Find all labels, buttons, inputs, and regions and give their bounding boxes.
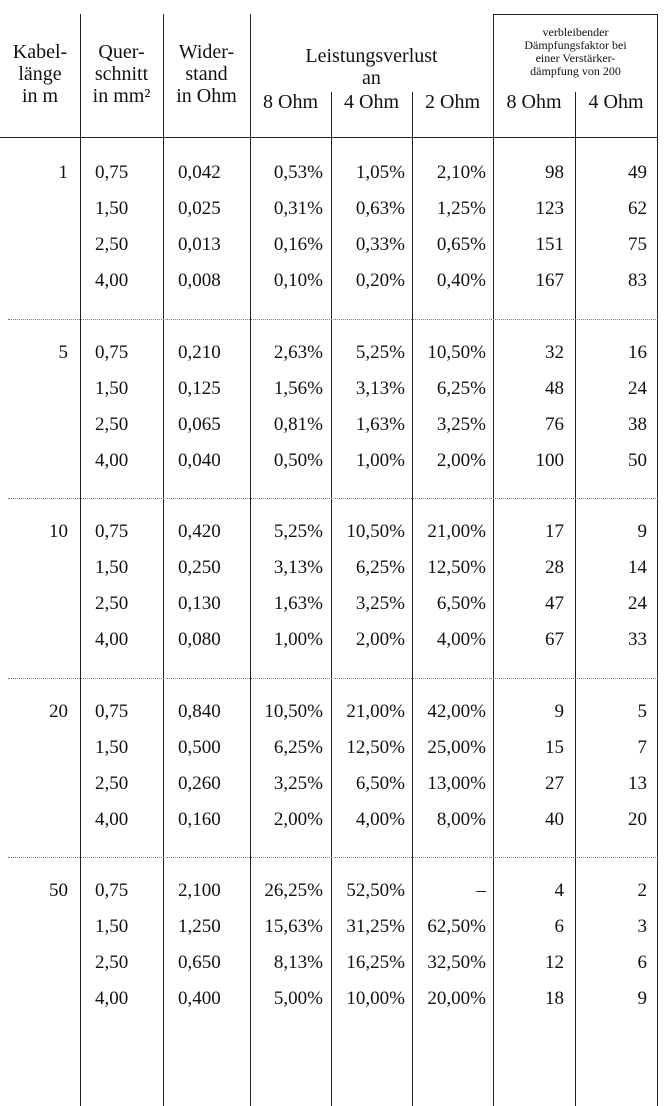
loss-2ohm-cell: 0,65% [436,234,486,255]
damping-4ohm-cell: 7 [637,737,647,758]
loss-2ohm-cell: 3,25% [436,414,486,435]
resistance-cell: 0,013 [178,234,221,255]
cross-section-cell: 0,75 [95,701,129,722]
loss-8ohm-cell: 8,13% [273,952,323,973]
header-loss-title-an: an [362,67,381,89]
damping-8ohm-cell: 100 [535,450,564,471]
damping-8ohm-cell: 28 [545,557,564,578]
header-length-line2: länge [18,63,62,85]
damping-4ohm-cell: 24 [628,593,647,614]
loss-4ohm-cell: 6,25% [355,557,405,578]
cross-section-cell: 0,75 [95,162,129,183]
damping-4ohm-cell: 24 [628,378,647,399]
damping-8ohm-cell: 18 [545,988,564,1009]
group-divider [8,857,658,858]
loss-2ohm-cell: 2,10% [436,162,486,183]
header-resist-line2: stand [185,63,228,85]
loss-2ohm-cell: 6,50% [436,593,486,614]
cable-length-cell: 50 [49,880,68,901]
loss-4ohm-cell: 2,00% [355,629,405,650]
cross-section-cell: 4,00 [95,629,129,650]
loss-8ohm-cell: 1,63% [273,593,323,614]
cross-section-cell: 4,00 [95,988,129,1009]
header-damp-line2: Dämpfungsfaktor bei [524,38,627,52]
header-loss-2ohm: 2 Ohm [425,91,480,113]
damping-4ohm-cell: 5 [637,701,647,722]
loss-4ohm-cell: 5,25% [355,342,405,363]
damping-8ohm-cell: 123 [535,198,564,219]
header-cross-line2: schnitt [94,63,149,85]
loss-2ohm-cell: 6,25% [436,378,486,399]
header-damp-line3: einer Verstärker- [535,51,616,65]
cable-length-cell: 1 [58,162,68,183]
loss-2ohm-cell: 0,40% [436,270,486,291]
loss-4ohm-cell: 0,20% [355,270,405,291]
loss-4ohm-cell: 10,00% [346,988,405,1009]
loss-4ohm-cell: 1,00% [355,450,405,471]
loss-8ohm-cell: 1,00% [273,629,323,650]
resistance-cell: 0,008 [178,270,221,291]
loss-2ohm-cell: 13,00% [427,773,486,794]
resistance-cell: 0,840 [178,701,221,722]
damping-4ohm-cell: 6 [637,952,647,973]
loss-4ohm-cell: 0,33% [355,234,405,255]
cross-section-cell: 0,75 [95,342,129,363]
damping-4ohm-cell: 13 [628,773,647,794]
loss-4ohm-cell: 1,63% [355,414,405,435]
loss-4ohm-cell: 3,13% [355,378,405,399]
cross-section-cell: 4,00 [95,809,129,830]
damping-4ohm-cell: 33 [628,629,647,650]
resistance-cell: 0,042 [178,162,221,183]
loss-8ohm-cell: 3,13% [273,557,323,578]
cable-length-cell: 5 [58,342,68,363]
loss-8ohm-cell: 10,50% [264,701,323,722]
resistance-cell: 1,250 [178,916,221,937]
cross-section-cell: 4,00 [95,270,129,291]
loss-4ohm-cell: 4,00% [355,809,405,830]
header-length-line1: Kabel- [12,41,68,63]
cable-length-cell: 10 [49,521,68,542]
cross-section-cell: 2,50 [95,414,129,435]
resistance-cell: 0,260 [178,773,221,794]
loss-2ohm-cell: 32,50% [427,952,486,973]
loss-4ohm-cell: 52,50% [346,880,405,901]
loss-8ohm-cell: 5,25% [273,521,323,542]
header-top-rule [493,14,658,15]
header-damp-4ohm: 4 Ohm [588,91,644,113]
header-damp-line4: dämpfung von 200 [530,64,621,78]
damping-8ohm-cell: 32 [545,342,564,363]
damping-4ohm-cell: 9 [637,988,647,1009]
damping-4ohm-cell: 20 [628,809,647,830]
cross-section-cell: 2,50 [95,952,129,973]
cross-section-cell: 1,50 [95,737,129,758]
damping-8ohm-cell: 47 [545,593,564,614]
cross-section-cell: 0,75 [95,880,129,901]
col-divider [163,14,164,1106]
damping-8ohm-cell: 17 [545,521,564,542]
loss-4ohm-cell: 6,50% [355,773,405,794]
cross-section-cell: 1,50 [95,557,129,578]
group-divider [8,319,658,320]
loss-2ohm-cell: 12,50% [427,557,486,578]
header-loss-4ohm: 4 Ohm [344,91,399,113]
loss-2ohm-cell: 10,50% [427,342,486,363]
header-loss-8ohm: 8 Ohm [263,91,318,113]
damping-8ohm-cell: 9 [554,701,564,722]
cross-section-cell: 1,50 [95,916,129,937]
loss-8ohm-cell: 2,63% [273,342,323,363]
loss-8ohm-cell: 0,81% [273,414,323,435]
damping-8ohm-cell: 167 [535,270,564,291]
cross-section-cell: 1,50 [95,378,129,399]
loss-4ohm-cell: 10,50% [346,521,405,542]
loss-8ohm-cell: 0,50% [273,450,323,471]
damping-8ohm-cell: 67 [545,629,564,650]
damping-4ohm-cell: 49 [628,162,647,183]
header-damp-line1: verbleibender [542,25,609,39]
resistance-cell: 0,130 [178,593,221,614]
resistance-cell: 2,100 [178,880,221,901]
loss-4ohm-cell: 3,25% [355,593,405,614]
loss-8ohm-cell: 15,63% [264,916,323,937]
header-bottom-rule [0,137,658,138]
loss-2ohm-cell: 8,00% [436,809,486,830]
resistance-cell: 0,065 [178,414,221,435]
loss-8ohm-cell: 3,25% [273,773,323,794]
damping-4ohm-cell: 9 [637,521,647,542]
loss-2ohm-cell: 42,00% [427,701,486,722]
loss-8ohm-cell: 26,25% [264,880,323,901]
resistance-cell: 0,420 [178,521,221,542]
cross-section-cell: 2,50 [95,593,129,614]
loss-4ohm-cell: 31,25% [346,916,405,937]
group-divider [8,678,658,679]
damping-8ohm-cell: 12 [545,952,564,973]
cross-section-cell: 2,50 [95,234,129,255]
loss-8ohm-cell: 1,56% [273,378,323,399]
loss-4ohm-cell: 1,05% [355,162,405,183]
loss-8ohm-cell: 0,31% [273,198,323,219]
resistance-cell: 0,400 [178,988,221,1009]
damping-4ohm-cell: 16 [628,342,647,363]
loss-8ohm-cell: 2,00% [273,809,323,830]
damping-4ohm-cell: 62 [628,198,647,219]
resistance-cell: 0,650 [178,952,221,973]
damping-4ohm-cell: 83 [628,270,647,291]
header-cross-line1: Quer- [98,41,145,63]
resistance-cell: 0,125 [178,378,221,399]
damping-4ohm-cell: 75 [628,234,647,255]
damping-4ohm-cell: 50 [628,450,647,471]
damping-8ohm-cell: 15 [545,737,564,758]
header-loss-title: Leistungsverlust [305,45,438,67]
header-cross-line3: in mm² [92,85,151,107]
loss-8ohm-cell: 6,25% [273,737,323,758]
resistance-cell: 0,040 [178,450,221,471]
header-length-line3: in m [21,85,59,107]
loss-2ohm-cell: 25,00% [427,737,486,758]
loss-4ohm-cell: 21,00% [346,701,405,722]
header-resist-line3: in Ohm [176,85,237,107]
damping-8ohm-cell: 151 [535,234,564,255]
loss-4ohm-cell: 0,63% [355,198,405,219]
loss-2ohm-cell: – [476,880,486,901]
resistance-cell: 0,025 [178,198,221,219]
loss-2ohm-cell: 62,50% [427,916,486,937]
damping-8ohm-cell: 40 [545,809,564,830]
cross-section-cell: 0,75 [95,521,129,542]
cable-length-cell: 20 [49,701,68,722]
loss-2ohm-cell: 2,00% [436,450,486,471]
table-right-border [657,14,658,1106]
damping-4ohm-cell: 3 [637,916,647,937]
resistance-cell: 0,500 [178,737,221,758]
loss-8ohm-cell: 5,00% [273,988,323,1009]
loss-8ohm-cell: 0,53% [273,162,323,183]
damping-4ohm-cell: 38 [628,414,647,435]
loss-8ohm-cell: 0,10% [273,270,323,291]
resistance-cell: 0,210 [178,342,221,363]
loss-2ohm-cell: 20,00% [427,988,486,1009]
header-damp-8ohm: 8 Ohm [506,91,562,113]
group-divider [8,498,658,499]
resistance-cell: 0,250 [178,557,221,578]
damping-8ohm-cell: 48 [545,378,564,399]
loss-2ohm-cell: 21,00% [427,521,486,542]
header-resist-line1: Wider- [178,41,235,63]
damping-8ohm-cell: 4 [554,880,564,901]
loss-4ohm-cell: 16,25% [346,952,405,973]
damping-8ohm-cell: 98 [545,162,564,183]
damping-8ohm-cell: 76 [545,414,564,435]
loss-4ohm-cell: 12,50% [346,737,405,758]
resistance-cell: 0,080 [178,629,221,650]
resistance-cell: 0,160 [178,809,221,830]
damping-8ohm-cell: 27 [545,773,564,794]
loss-2ohm-cell: 4,00% [436,629,486,650]
cross-section-cell: 1,50 [95,198,129,219]
damping-4ohm-cell: 14 [628,557,647,578]
damping-8ohm-cell: 6 [554,916,564,937]
loss-2ohm-cell: 1,25% [436,198,486,219]
cross-section-cell: 2,50 [95,773,129,794]
col-divider [80,14,81,1106]
loss-8ohm-cell: 0,16% [273,234,323,255]
damping-4ohm-cell: 2 [637,880,647,901]
cross-section-cell: 4,00 [95,450,129,471]
